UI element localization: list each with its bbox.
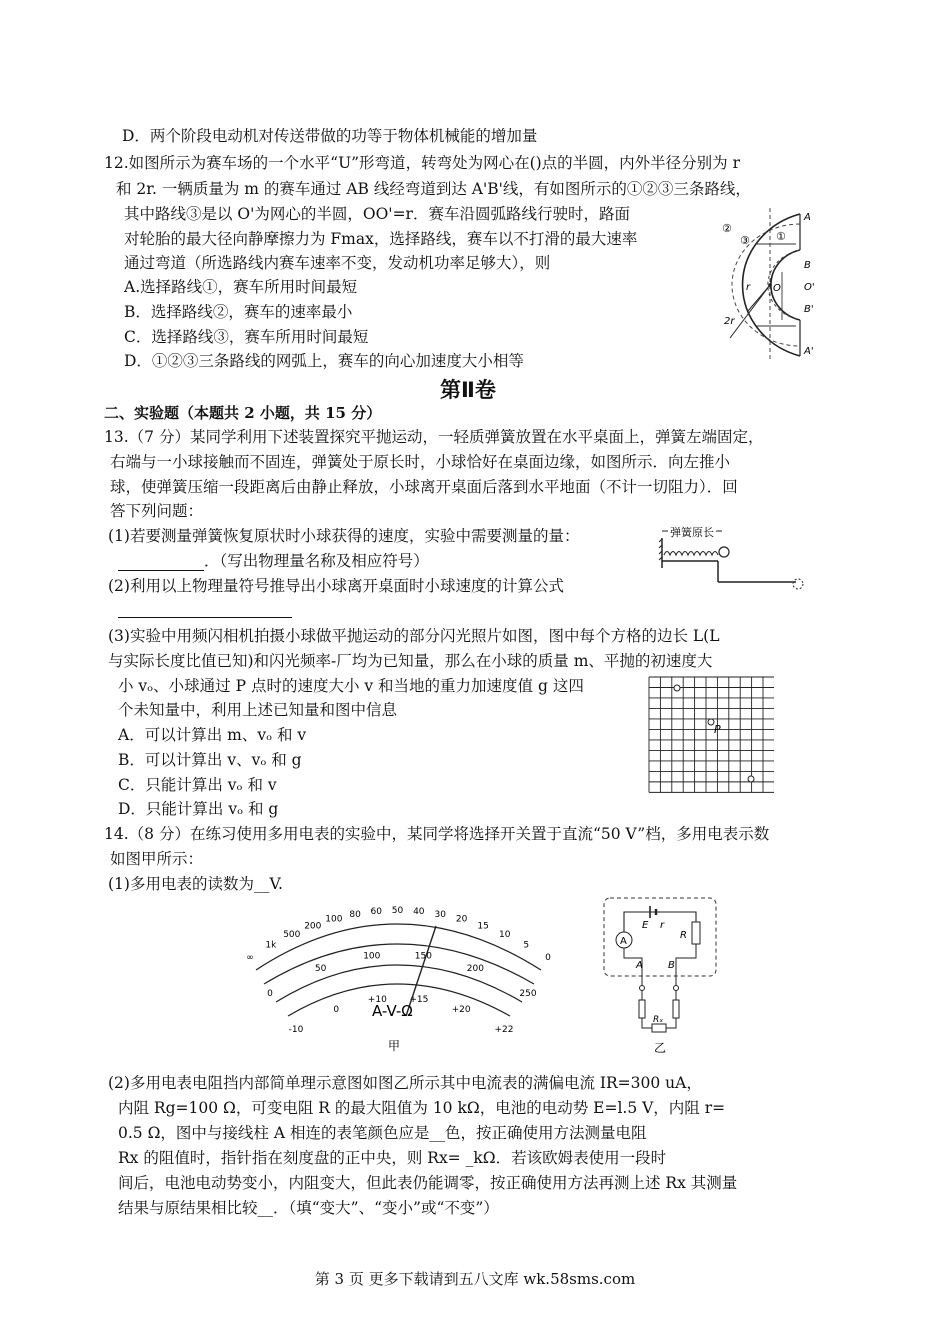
q14-part-2-line-5: 间后，电池电动势变小，内阻变大，但此表仍能调零，按正确使用方法再测上述 Rx 其测量 (118, 1174, 738, 1192)
q14-part-1: (1)多用电表的读数为__V. (108, 875, 283, 893)
label-variable-r: R (680, 930, 687, 941)
label-o-prime: O' (804, 282, 815, 293)
dial-tick-label: 150 (414, 951, 432, 962)
q12-line-2: 和 2r. 一辆质量为 m 的赛车通过 AB 线经弯道到达 A'B'线，有如图所示的①②③三条路线， (116, 180, 751, 198)
q13-option-b: B．可以计算出 v、vₒ 和 g (118, 751, 302, 769)
terminal-b-label: B (668, 960, 675, 971)
dial-tick-label: 20 (455, 914, 468, 925)
q13-part-1: (1)若要测量弹簧恢复原状时小球获得的速度，实验中需要测量的量： (108, 527, 580, 545)
q12-line-5: 通过弯道（所选路线内赛车速率不变，发动机功率足够大），则 (124, 254, 551, 272)
label-b-prime: B' (804, 304, 814, 315)
q12-option-c: C．选择路线③，赛车所用时间最短 (124, 328, 369, 346)
label-r-internal: r (660, 920, 665, 931)
label-route-2: ② (722, 222, 732, 235)
dial-tick-label: 200 (466, 964, 484, 974)
ball-position-3 (748, 776, 754, 782)
dial-tick-label: 50 (391, 906, 404, 916)
label-a-prime: A' (804, 346, 814, 357)
ball-position-1 (674, 685, 680, 691)
multimeter-dial-figure (236, 898, 556, 1058)
dial-tick-label: 1k (265, 940, 277, 951)
dial-tick-label: 100 (363, 951, 381, 962)
dial-tick-label: 0 (333, 1005, 340, 1016)
label-e: E (642, 920, 649, 931)
q13-part-3-line-4: 个未知量中，利用上述已知量和图中信息 (118, 701, 398, 719)
dial-tick-label: 10 (498, 930, 511, 940)
q11-option-d: D．两个阶段电动机对传送带做的功等于物体机械能的增加量 (122, 127, 538, 145)
dial-tick-label: 5 (523, 940, 530, 951)
dial-tick-label: 60 (370, 907, 382, 917)
q13-part-3-line-2: 与实际长度比值已知)和闪光频率-厂均为已知量，那么在小球的质量 m、平抛的初速度大 (108, 652, 713, 670)
q13-part-1-answer-line: ．（写出物理量名称及相应符号） (118, 551, 429, 571)
dial-tick-label: 50 (314, 964, 327, 974)
dial-tick-label: 80 (349, 909, 361, 920)
q13-line-1: 13.（7 分）某同学利用下述装置探究平抛运动，一轻质弹簧放置在水平桌面上，弹簧左端固定， (104, 428, 764, 446)
q14-line-2: 如图甲所示： (110, 850, 204, 868)
page-footer: 第 3 页 更多下载请到五八文库 wk.58sms.com (314, 1270, 636, 1288)
q14-part-2-line-2: 内阻 Rg=100 Ω，可变电阻 R 的最大阻值为 10 kΩ，电池的电动势 E=l.5 V，内阻 r= (118, 1099, 726, 1117)
answer-blank[interactable] (118, 554, 204, 571)
dial-tick-label: 200 (304, 921, 322, 932)
dial-tick-label: 100 (325, 914, 343, 925)
q13-part-2: (2)利用以上物理量符号推导出小球离开桌面时小球速度的计算公式 (108, 577, 564, 595)
label-r: r (746, 282, 751, 293)
label-route-3: ③ (740, 234, 750, 247)
figure-yi-caption: 乙 (654, 1041, 667, 1055)
q14-part-2-line-3: 0.5 Ω，图中与接线柱 A 相连的表笔颜色应是__色，按正确使用方法测量电阻 (118, 1124, 647, 1142)
q13-option-a: A．可以计算出 m、vₒ 和 v (118, 726, 307, 744)
q12-option-b: B．选择路线②，赛车的速率最小 (124, 303, 353, 321)
figure-jia-caption: 甲 (388, 1039, 401, 1053)
flash-photo-grid (648, 676, 774, 794)
dial-tick-label: 250 (519, 989, 537, 999)
ammeter-label: A (620, 936, 627, 947)
dial-tick-label: +15 (409, 995, 429, 1006)
dial-tick-label: 15 (477, 921, 489, 932)
part-two-title: 第Ⅱ卷 (440, 378, 496, 402)
q14-part-2-line-6: 结果与原结果相比较__．（填“变大”、“变小”或“不变”） (118, 1199, 499, 1217)
dial-tick-label: 0 (267, 989, 273, 999)
ohmmeter-circuit-figure (600, 896, 720, 1058)
q13-line-4: 答下列问题： (110, 502, 204, 520)
dial-tick-label: +22 (494, 1025, 514, 1035)
dial-tick-label: +20 (451, 1005, 471, 1016)
q12-option-d: D．①②③三条路线的网弧上，赛车的向心加速度大小相等 (124, 352, 524, 370)
q14-line-1: 14.（8 分）在练习使用多用电表的实验中，某同学将选择开关置于直流“50 V”档，多用电表示数 (104, 825, 770, 843)
spring-original-length-label: 弹簧原长 (670, 526, 714, 539)
q14-part-2-line-1: (2)多用电表电阻挡内部简单理示意图如图乙所示其中电流表的满偏电流 IR=300 uA， (108, 1074, 702, 1092)
q13-part-2-answer-line (118, 598, 292, 618)
q12-line-1: 12.如图所示为赛车场的一个水平“U”形弯道，转弯处为网心在()点的半圆，内外半径分别为 r (104, 154, 740, 172)
dial-tick-label: 500 (283, 930, 301, 940)
q13-option-d: D．只能计算出 vₒ 和 g (118, 800, 279, 818)
dial-tick-label: ∞ (246, 953, 254, 963)
label-o: O (773, 283, 781, 294)
dial-tick-label: 30 (434, 909, 446, 920)
answer-blank[interactable] (118, 601, 292, 618)
q13-part-3-line-3: 小 vₒ、小球通过 P 点时的速度大小 v 和当地的重力加速度值 g 这四 (118, 677, 584, 695)
q12-line-4: 对轮胎的最大径向静摩擦力为 Fmax，选择路线，赛车以不打滑的最大速率 (124, 230, 638, 248)
q12-option-a: A.选择路线①，赛车所用时间最短 (124, 278, 358, 296)
q14-part-2-line-4: Rx 的阻值时，指针指在刻度盘的正中央，则 Rx= _kΩ．若该欧姆表使用一段时 (118, 1149, 667, 1167)
dial-tick-label: 0 (545, 953, 551, 963)
dial-tick-label: +10 (367, 995, 387, 1006)
spring-table-diagram (658, 524, 808, 594)
point-p-label: P (714, 723, 721, 736)
label-rx: Rₓ (653, 1015, 664, 1025)
q13-line-3: 球，使弹簧压缩一段距离后由静止释放，小球离开桌面后落到水平地面（不计一切阻力）．回 (110, 478, 738, 496)
u-turn-track-diagram (700, 208, 830, 360)
q12-line-3: 其中路线③是以 O'为网心的半圆，OO'=r．赛车沿圆弧路线行驶时，路面 (124, 205, 630, 223)
section-heading-experiments: 二、实验题（本题共 2 小题，共 15 分） (104, 404, 382, 422)
q13-line-2: 右端与一小球接触而不固连，弹簧处于原长时，小球恰好在桌面边缘，如图所示．向左推小 (110, 453, 731, 471)
label-route-1: ① (776, 230, 786, 243)
q13-option-c: C．只能计算出 vₒ 和 v (118, 776, 277, 794)
label-b: B (804, 260, 811, 271)
q13-part-3-line-1: (3)实验中用频闪相机拍摄小球做平抛运动的部分闪光照片如图，图中每个方格的边长 L(L (108, 627, 720, 645)
label-a: A (804, 212, 811, 223)
dial-tick-label: -10 (288, 1025, 304, 1035)
dial-tick-label: 40 (413, 907, 425, 917)
label-2r: 2r (724, 316, 735, 327)
meter-label: A-V-Ω (372, 1002, 413, 1020)
terminal-a-label: A (636, 960, 643, 971)
